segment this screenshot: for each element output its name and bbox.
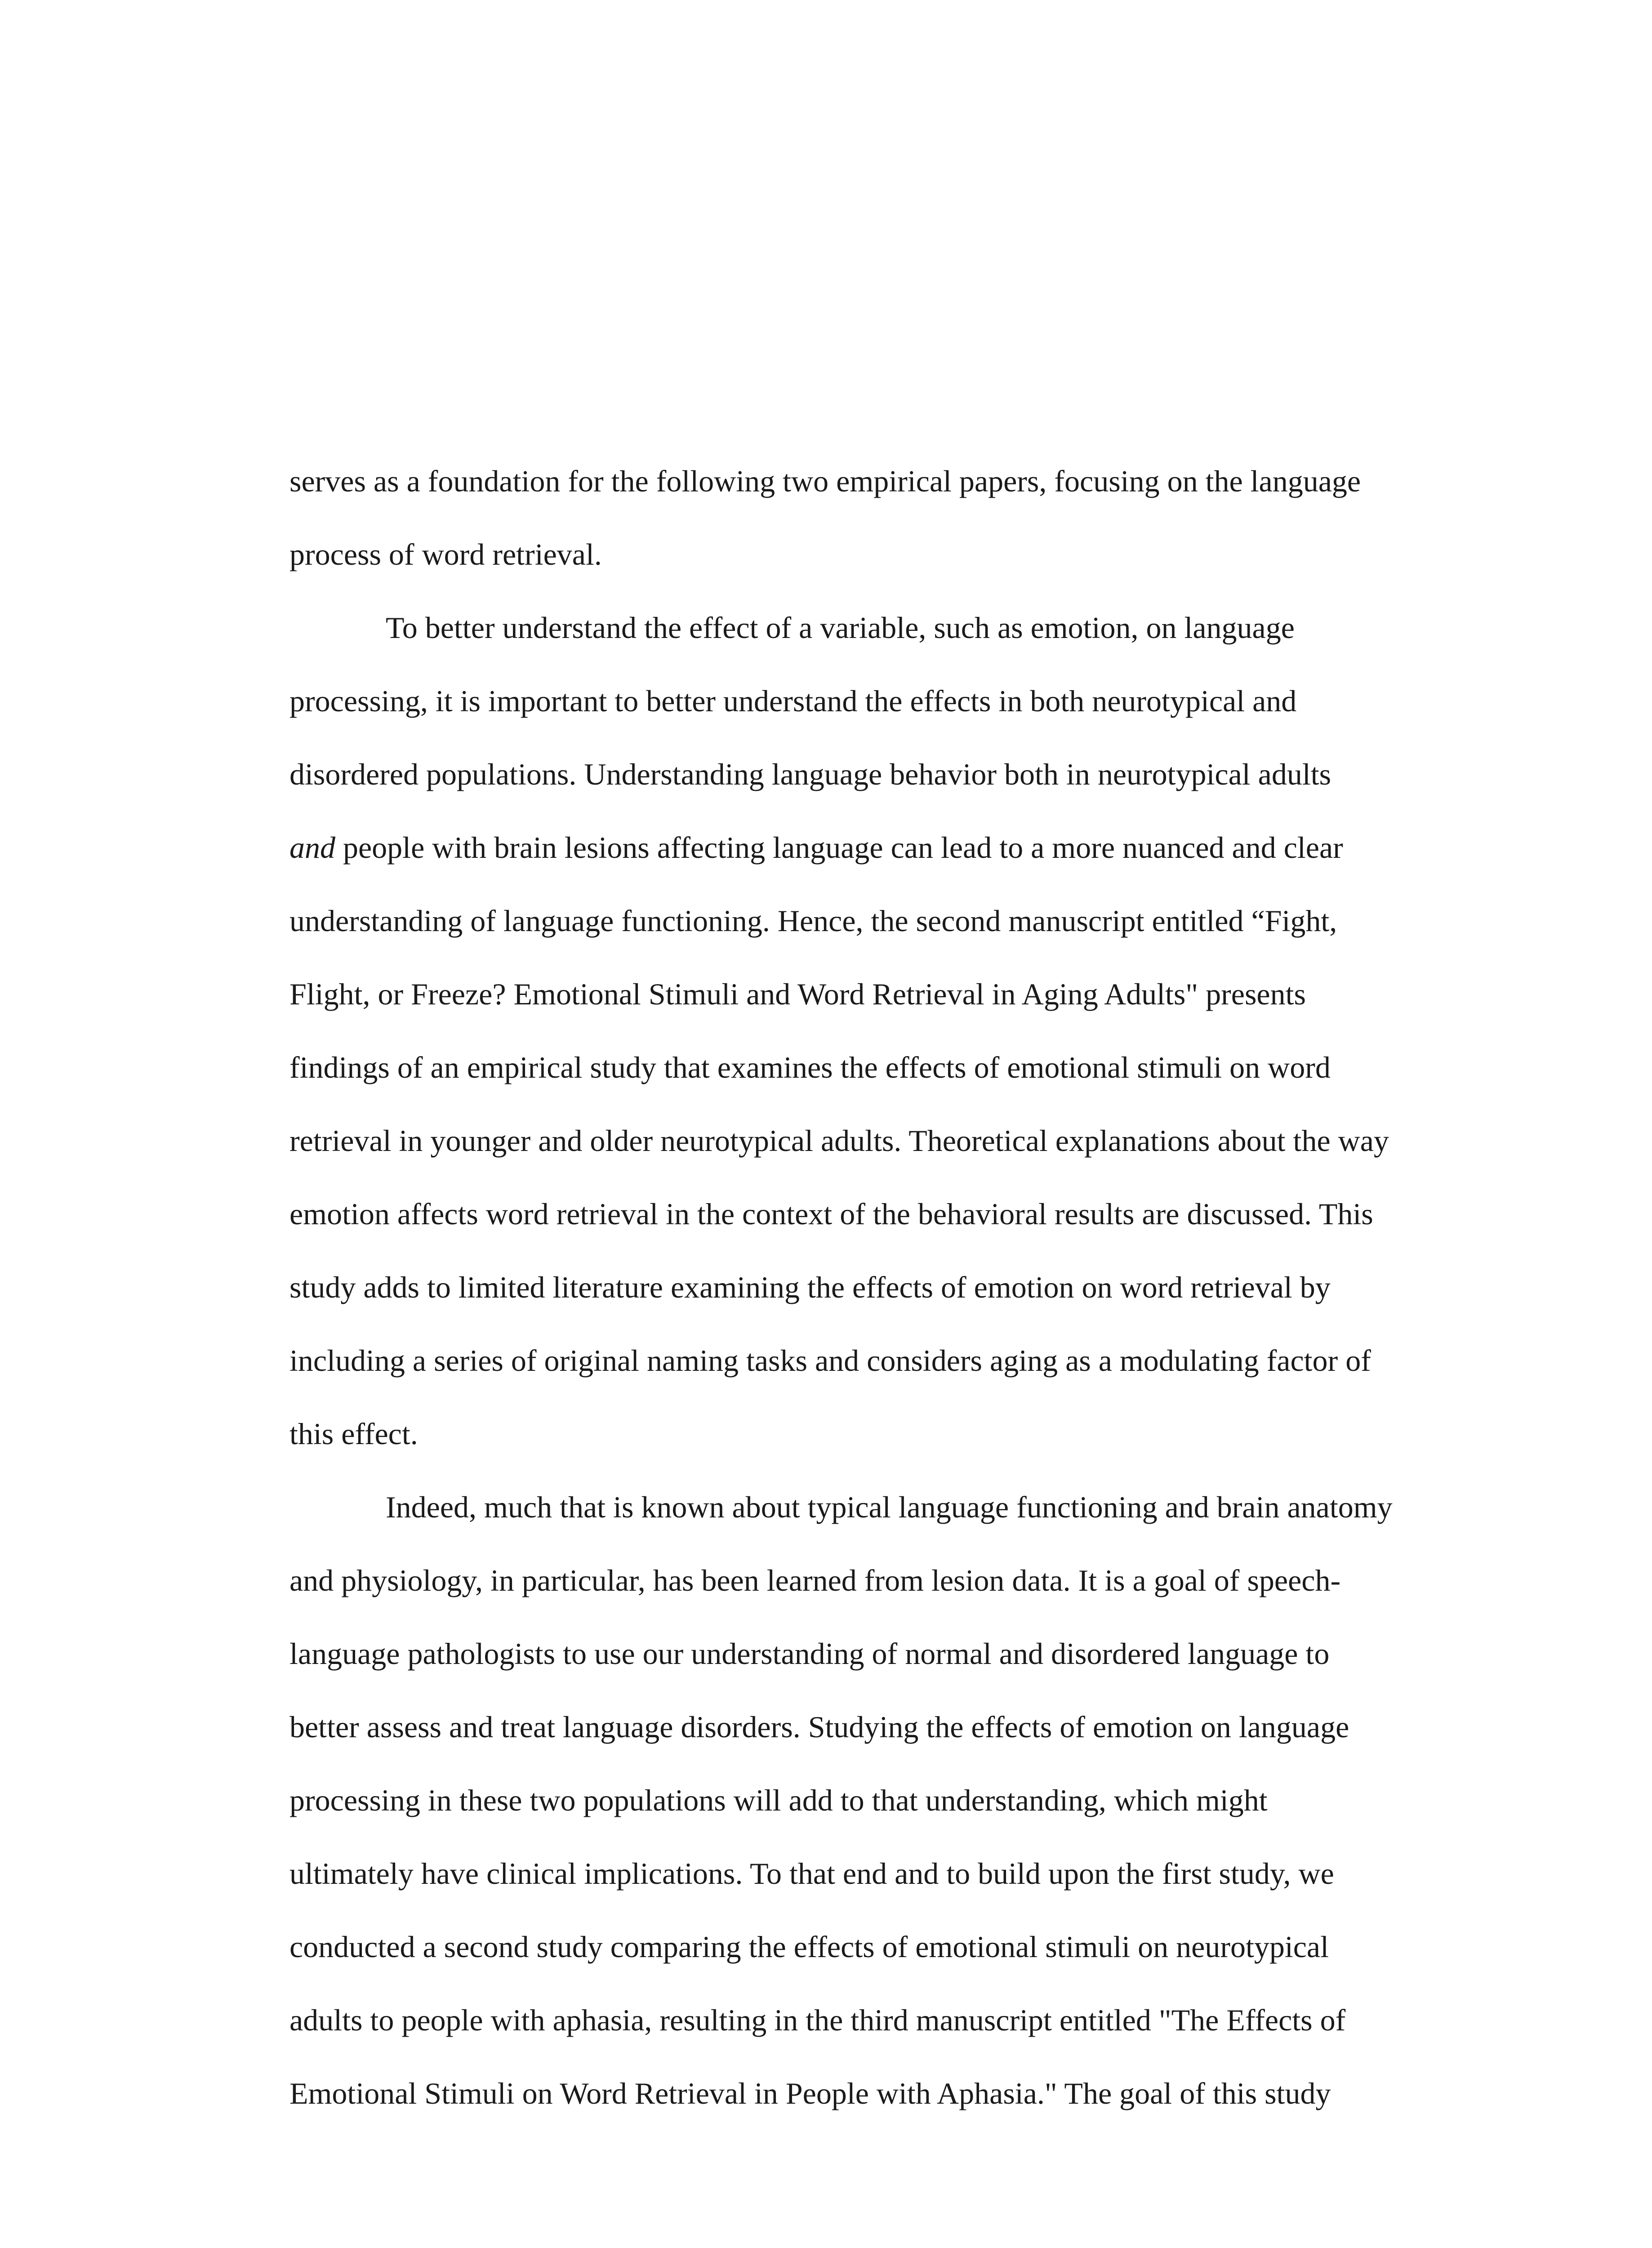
text-line: and physiology, in particular, has been learned from lesion data. It is a goal of speech- bbox=[289, 1563, 1341, 1597]
text-line: findings of an empirical study that examines the effects of emotional stimuli on word bbox=[289, 1050, 1331, 1084]
text-line: retrieval in younger and older neurotypical adults. Theoretical explanations about the way bbox=[289, 1124, 1389, 1158]
text-line: Emotional Stimuli on Word Retrieval in People with Aphasia." The goal of this study bbox=[289, 2076, 1331, 2110]
text-line: emotion affects word retrieval in the context of the behavioral results are discussed. This bbox=[289, 1197, 1373, 1231]
text-line bbox=[289, 829, 1343, 866]
text-line-rest: people with brain lesions affecting language can lead to a more nuanced and clear bbox=[335, 830, 1343, 865]
text-line: serves as a foundation for the following two empirical papers, focusing on the language bbox=[289, 464, 1361, 498]
italic-word: and bbox=[289, 830, 335, 865]
text-line: language pathologists to use our understanding of normal and disordered language to bbox=[289, 1637, 1330, 1671]
text-line: conducted a second study comparing the effects of emotional stimuli on neurotypical bbox=[289, 1930, 1329, 1964]
text-line: including a series of original naming tasks and considers aging as a modulating factor of bbox=[289, 1343, 1371, 1378]
text-line: To better understand the effect of a variable, such as emotion, on language bbox=[386, 611, 1295, 645]
text-line: Flight, or Freeze? Emotional Stimuli and Word Retrieval in Aging Adults" presents bbox=[289, 977, 1306, 1011]
text-line: better assess and treat language disorders. Studying the effects of emotion on language bbox=[289, 1710, 1349, 1744]
text-line: understanding of language functioning. Hence, the second manuscript entitled “Fight, bbox=[289, 904, 1337, 938]
text-line: study adds to limited literature examining the effects of emotion on word retrieval by bbox=[289, 1270, 1331, 1304]
text-line: processing in these two populations will add to that understanding, which might bbox=[289, 1783, 1268, 1817]
text-line: disordered populations. Understanding language behavior both in neurotypical adults bbox=[289, 757, 1331, 791]
text-line: Indeed, much that is known about typical language functioning and brain anatomy bbox=[386, 1490, 1393, 1524]
text-line: adults to people with aphasia, resulting in the third manuscript entitled "The Effects of bbox=[289, 2003, 1346, 2037]
text-line: process of word retrieval. bbox=[289, 537, 602, 571]
text-line: ultimately have clinical implications. To that end and to build upon the first study, we bbox=[289, 1856, 1334, 1891]
text-line: processing, it is important to better understand the effects in both neurotypical and bbox=[289, 684, 1297, 718]
text-line: this effect. bbox=[289, 1417, 418, 1451]
